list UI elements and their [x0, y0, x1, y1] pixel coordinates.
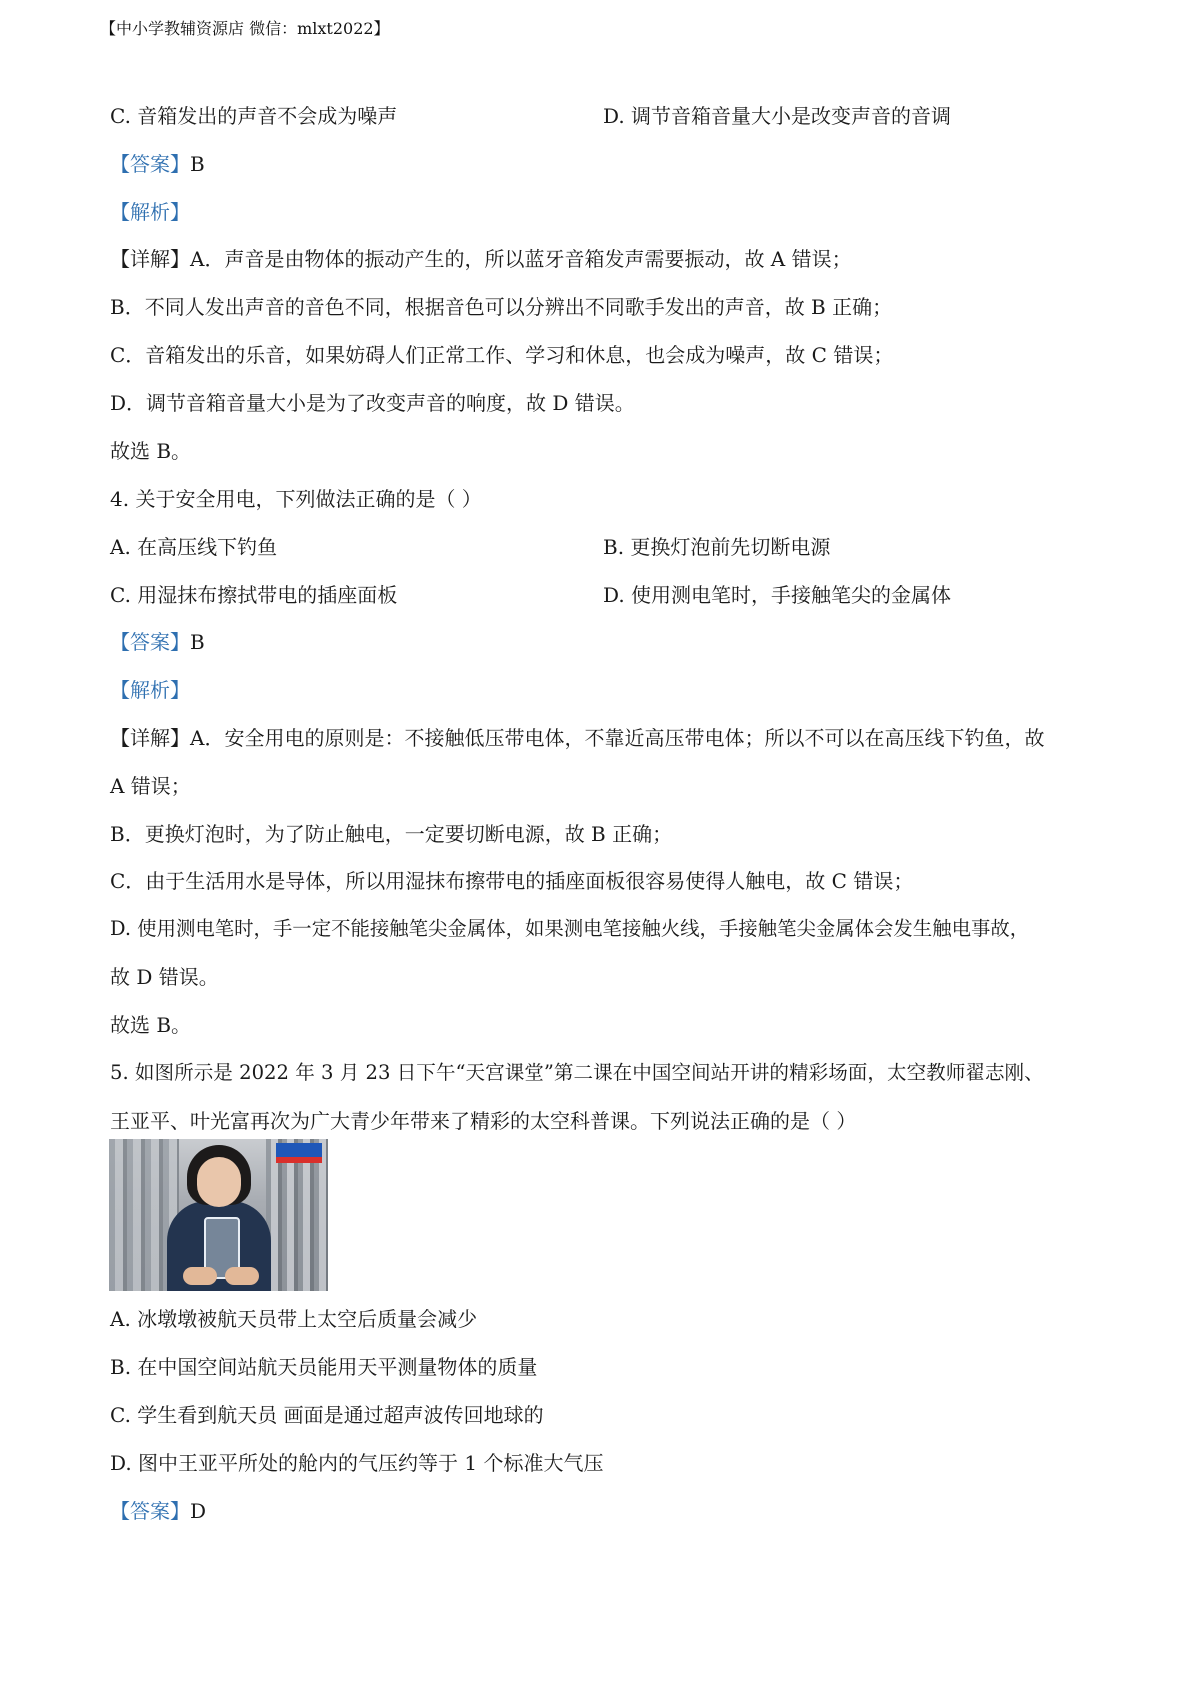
detail-text: A．声音是由物体的振动产生的，所以蓝牙音箱发声需要振动，故 A 错误； [190, 247, 852, 271]
page-header: 【中小学教辅资源店 微信：mlxt2022】 [100, 19, 390, 38]
right-hand [225, 1267, 259, 1285]
q4-option-c: C. 用湿抹布擦拭带电的插座面板 [110, 583, 398, 607]
q3-option-c: C. 音箱发出的声音不会成为噪声 [110, 104, 398, 128]
q5-question-line2: 王亚平、叶光富再次为广大青少年带来了精彩的太空科普课。下列说法正确的是（ ） [110, 1109, 857, 1133]
q4-option-a: A. 在高压线下钓鱼 [110, 535, 278, 559]
q4-conclusion: 故选 B。 [110, 1013, 192, 1037]
broadcast-logo [276, 1143, 322, 1157]
q4-detail-d2: 故 D 错误。 [110, 965, 219, 989]
answer-value: B [190, 630, 205, 654]
analysis-tag: 【解析】 [110, 678, 190, 702]
q4-options-row-cd [110, 580, 1110, 610]
q3-detail-b: B．不同人发出声音的音色不同，根据音色可以分辨出不同歌手发出的声音，故 B 正确； [110, 295, 893, 319]
analysis-tag: 【解析】 [110, 200, 190, 224]
q5-question-line1: 5. 如图所示是 2022 年 3 月 23 日下午“天宫课堂”第二课在中国空间站开讲的精彩场面，太空教师翟志刚、 [110, 1061, 1044, 1084]
q4-detail-a2: A 错误； [110, 774, 191, 798]
q5-answer [110, 1496, 1100, 1526]
q4-detail-c: C．由于生活用水是导体，所以用湿抹布擦带电的插座面板很容易使得人触电，故 C 错误； [110, 869, 914, 893]
q4-detail-b: B．更换灯泡时，为了防止触电，一定要切断电源，故 B 正确； [110, 822, 673, 846]
q3-answer [110, 149, 1100, 179]
q3-options-row-cd [110, 101, 1110, 131]
q5-option-c: C. 学生看到航天员 画面是通过超声波传回地球的 [110, 1403, 544, 1427]
space-station-photo [109, 1139, 328, 1291]
answer-value: D [190, 1499, 207, 1523]
q3-detail-a [110, 244, 1100, 274]
q3-option-d: D. 调节音箱音量大小是改变声音的音调 [603, 104, 952, 128]
astronaut-face [197, 1157, 241, 1207]
answer-tag: 【答案】 [110, 152, 190, 176]
q3-detail-d: D．调节音箱音量大小是为了改变声音的响度，故 D 错误。 [110, 391, 635, 415]
detail-tag: 【详解】 [110, 247, 190, 271]
q4-detail-d1: D. 使用测电笔时，手一定不能接触笔尖金属体，如果测电笔接触火线，手接触笔尖金属体会发生触电事故， [110, 917, 1030, 940]
q3-detail-c: C．音箱发出的乐音，如果妨碍人们正常工作、学习和休息，也会成为噪声，故 C 错误； [110, 343, 894, 367]
q4-answer [110, 627, 1100, 657]
q5-option-d: D. 图中王亚平所处的舱内的气压约等于 1 个标准大气压 [110, 1451, 604, 1475]
q4-question: 4. 关于安全用电，下列做法正确的是（ ） [110, 487, 482, 511]
q4-option-d: D. 使用测电笔时，手接触笔尖的金属体 [603, 583, 952, 607]
answer-value: B [190, 152, 205, 176]
q3-analysis [110, 197, 1100, 227]
q4-option-b: B. 更换灯泡前先切断电源 [603, 535, 831, 559]
detail-text: A．安全用电的原则是：不接触低压带电体，不靠近高压带电体；所以不可以在高压线下钓鱼，故 [190, 726, 1045, 750]
q5-option-a: A. 冰墩墩被航天员带上太空后质量会减少 [110, 1307, 478, 1331]
q4-detail-a1 [110, 723, 1100, 753]
q4-options-row-ab [110, 532, 1110, 562]
q3-conclusion: 故选 B。 [110, 439, 192, 463]
answer-tag: 【答案】 [110, 1499, 190, 1523]
answer-tag: 【答案】 [110, 630, 190, 654]
q4-analysis [110, 675, 1100, 705]
left-hand [183, 1267, 217, 1285]
detail-tag: 【详解】 [110, 726, 190, 750]
broadcast-logo-stripe [276, 1157, 322, 1163]
q5-option-b: B. 在中国空间站航天员能用天平测量物体的质量 [110, 1355, 538, 1379]
